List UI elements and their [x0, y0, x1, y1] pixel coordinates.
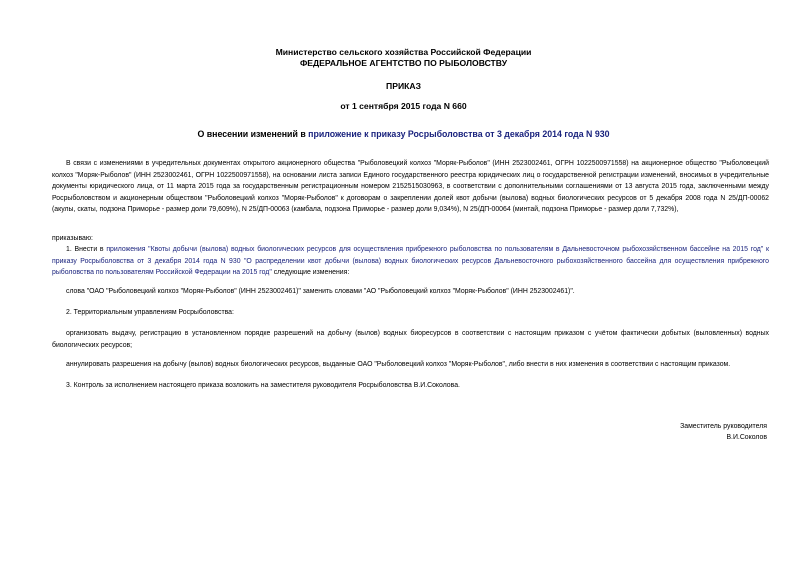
item2-organize-paragraph: организовать выдачу, регистрацию в установленном порядке разрешений на добычу (вылов) водных биоресурсов в соответствии с настоящим приказом с учётом фактически добытых (выловленных) водных биологических ресурсов; [52, 330, 769, 349]
preamble-paragraph: В связи с изменениями в учредительных документах открытого акционерного общества "Рыболовецкий колхоз "Моряк-Рыболов" (ИНН 2523002461, ОГРН 1022500971558) на акционерное общество "Рыболовецкий колхоз "Моряк-Рыболов" (ИНН 2523002461, ОГРН 1022500971558), на основании листа записи Единого государственного реестра юридических лиц о государственной регистрации изменений, вносимых в учредительные документы юридического лица, от 11 марта 2015 года за государственным регистрационным номером 2152515030963, в соответствии с дополнительными соглашениями от 13 августа 2015 года, заключенными между Росрыболовством и акционерным обществом "Рыболовецкий колхоз "Моряк-Рыболов" к договорам о закреплении долей квот добычи (вылова) водных биологических ресурсов от 5 декабря 2008 года N 25/ДП-00062 (акулы, скаты, подзона Приморье - размер доли 79,609%), N 25/ДП-00063 (камбала, подзона Приморье - размер доли 9,034%), N 25/ДП-00064 (минтай, подзона Приморье - размер доли 7,732%), [52, 160, 769, 213]
doc-type-heading: ПРИКАЗ [386, 81, 421, 91]
ministry-heading: Министерство сельского хозяйства Российской Федерации [275, 47, 532, 57]
item3-line: 3. Контроль за исполнением настоящего приказа возложить на заместителя руководителя Росрыболовства В.И.Соколова. [66, 382, 460, 389]
order-930-link[interactable]: к приказу Росрыболовства от 3 декабря 2014 года N 930 "О распределении квот добычи (вылова) водных биологических ресурсов Дальневосточного рыбохозяйственного бассейна для осуществления прибрежного рыболовства по пользователям Российской Федерации на 2015 год" [52, 246, 769, 276]
signature-position: Заместитель руководителя [680, 423, 767, 430]
item1-text-a: 1. Внести в [66, 246, 107, 253]
order-word: приказываю: [52, 235, 93, 242]
item2-annul-line: аннулировать разрешения на добычу (вылов) водных биологических ресурсов, выданные ОАО "Рыболовецкий колхоз "Моряк-Рыболов", либо внести в них изменения в соответствии с настоящим приказом. [66, 361, 731, 368]
item1-text-b: следующие изменения: [271, 269, 350, 276]
replace-words-line: слова "ОАО "Рыболовецкий колхоз "Моряк-Рыболов" (ИНН 2523002461)" заменить словами "АО "Рыболовецкий колхоз "Моряк-Рыболов" (ИНН 2523002461)". [66, 288, 575, 295]
item1-paragraph [52, 244, 769, 279]
document-title [0, 129, 807, 139]
signature-name: В.И.Соколов [726, 434, 767, 441]
agency-heading: ФЕДЕРАЛЬНОЕ АГЕНТСТВО ПО РЫБОЛОВСТВУ [299, 58, 508, 68]
title-link[interactable]: приложение к приказу Росрыболовства от 3 декабря 2014 года N 930 [308, 129, 610, 139]
date-number-heading: от 1 сентября 2015 года N 660 [340, 101, 467, 111]
title-prefix: О внесении изменений в [197, 129, 309, 139]
appendix-link[interactable]: приложения "Квоты добычи (вылова) водных биологических ресурсов для осуществления прибрежного рыболовства по пользователям в Дальневосточном рыбохозяйственном бассейне на 2015 год" [106, 246, 764, 253]
item2-heading: 2. Территориальным управлениям Росрыболовства: [66, 309, 234, 316]
